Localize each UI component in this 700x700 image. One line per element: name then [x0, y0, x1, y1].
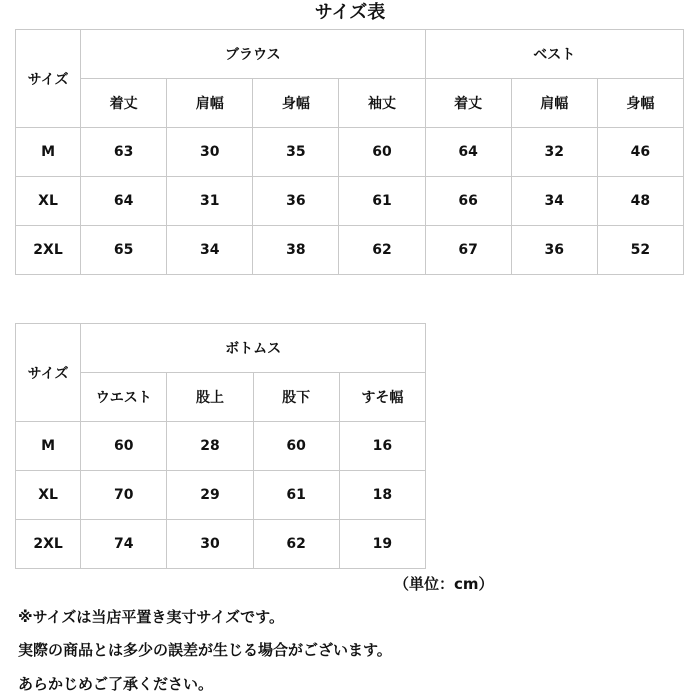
disclaimer-line-3: あらかじめご了承ください。	[18, 675, 214, 693]
table-cell: 30	[167, 128, 253, 177]
table-cell: 19	[339, 520, 425, 569]
column-header: 身幅	[597, 79, 683, 128]
tops-size-table	[15, 29, 684, 275]
column-header: 袖丈	[339, 79, 425, 128]
tops-column-header-row	[16, 79, 684, 128]
column-header: 肩幅	[167, 79, 253, 128]
table-row	[16, 177, 684, 226]
table-cell: 28	[167, 422, 253, 471]
table-cell: 18	[339, 471, 425, 520]
column-header: 肩幅	[511, 79, 597, 128]
table-row	[16, 128, 684, 177]
bottoms-group-header: ボトムス	[81, 324, 426, 373]
table-cell: 66	[425, 177, 511, 226]
column-header: 着丈	[81, 79, 167, 128]
column-header: 身幅	[253, 79, 339, 128]
table-cell: 67	[425, 226, 511, 275]
size-column-header: サイズ	[16, 30, 81, 128]
blouse-group-header: ブラウス	[81, 30, 425, 79]
table-cell: 63	[81, 128, 167, 177]
table-cell: 46	[597, 128, 683, 177]
table-cell: 64	[81, 177, 167, 226]
bottoms-size-table	[15, 323, 426, 569]
table-cell: 64	[425, 128, 511, 177]
column-header: ウエスト	[81, 373, 167, 422]
unit-note: （単位：cm）	[394, 575, 494, 593]
table-row	[16, 226, 684, 275]
table-cell: 52	[597, 226, 683, 275]
column-header: 股上	[167, 373, 253, 422]
tops-group-header-row	[16, 30, 684, 79]
table-cell: 61	[339, 177, 425, 226]
table-cell: 65	[81, 226, 167, 275]
table-cell: 34	[167, 226, 253, 275]
table-cell: 74	[81, 520, 167, 569]
table-cell: 62	[253, 520, 339, 569]
column-header: 股下	[253, 373, 339, 422]
table-cell: 36	[511, 226, 597, 275]
table-cell: 30	[167, 520, 253, 569]
size-label: M	[16, 422, 81, 471]
table-cell: 34	[511, 177, 597, 226]
size-label: XL	[16, 177, 81, 226]
column-header: 着丈	[425, 79, 511, 128]
table-cell: 16	[339, 422, 425, 471]
table-cell: 35	[253, 128, 339, 177]
table-cell: 61	[253, 471, 339, 520]
table-cell: 48	[597, 177, 683, 226]
table-cell: 60	[81, 422, 167, 471]
table-cell: 36	[253, 177, 339, 226]
table-row	[16, 520, 426, 569]
table-cell: 31	[167, 177, 253, 226]
size-label: 2XL	[16, 226, 81, 275]
table-cell: 62	[339, 226, 425, 275]
disclaimer-line-1: ※サイズは当店平置き実寸サイズです。	[18, 608, 284, 626]
table-row	[16, 422, 426, 471]
table-cell: 60	[253, 422, 339, 471]
table-cell: 32	[511, 128, 597, 177]
column-header: すそ幅	[339, 373, 425, 422]
size-label: XL	[16, 471, 81, 520]
table-cell: 60	[339, 128, 425, 177]
bottoms-group-header-row	[16, 324, 426, 373]
table-cell: 29	[167, 471, 253, 520]
table-row	[16, 471, 426, 520]
disclaimer-line-2: 実際の商品とは多少の誤差が生じる場合がございます。	[18, 641, 392, 659]
size-label: M	[16, 128, 81, 177]
vest-group-header: ベスト	[425, 30, 683, 79]
table-cell: 38	[253, 226, 339, 275]
size-column-header: サイズ	[16, 324, 81, 422]
size-label: 2XL	[16, 520, 81, 569]
table-cell: 70	[81, 471, 167, 520]
page-title: サイズ表	[314, 2, 386, 23]
